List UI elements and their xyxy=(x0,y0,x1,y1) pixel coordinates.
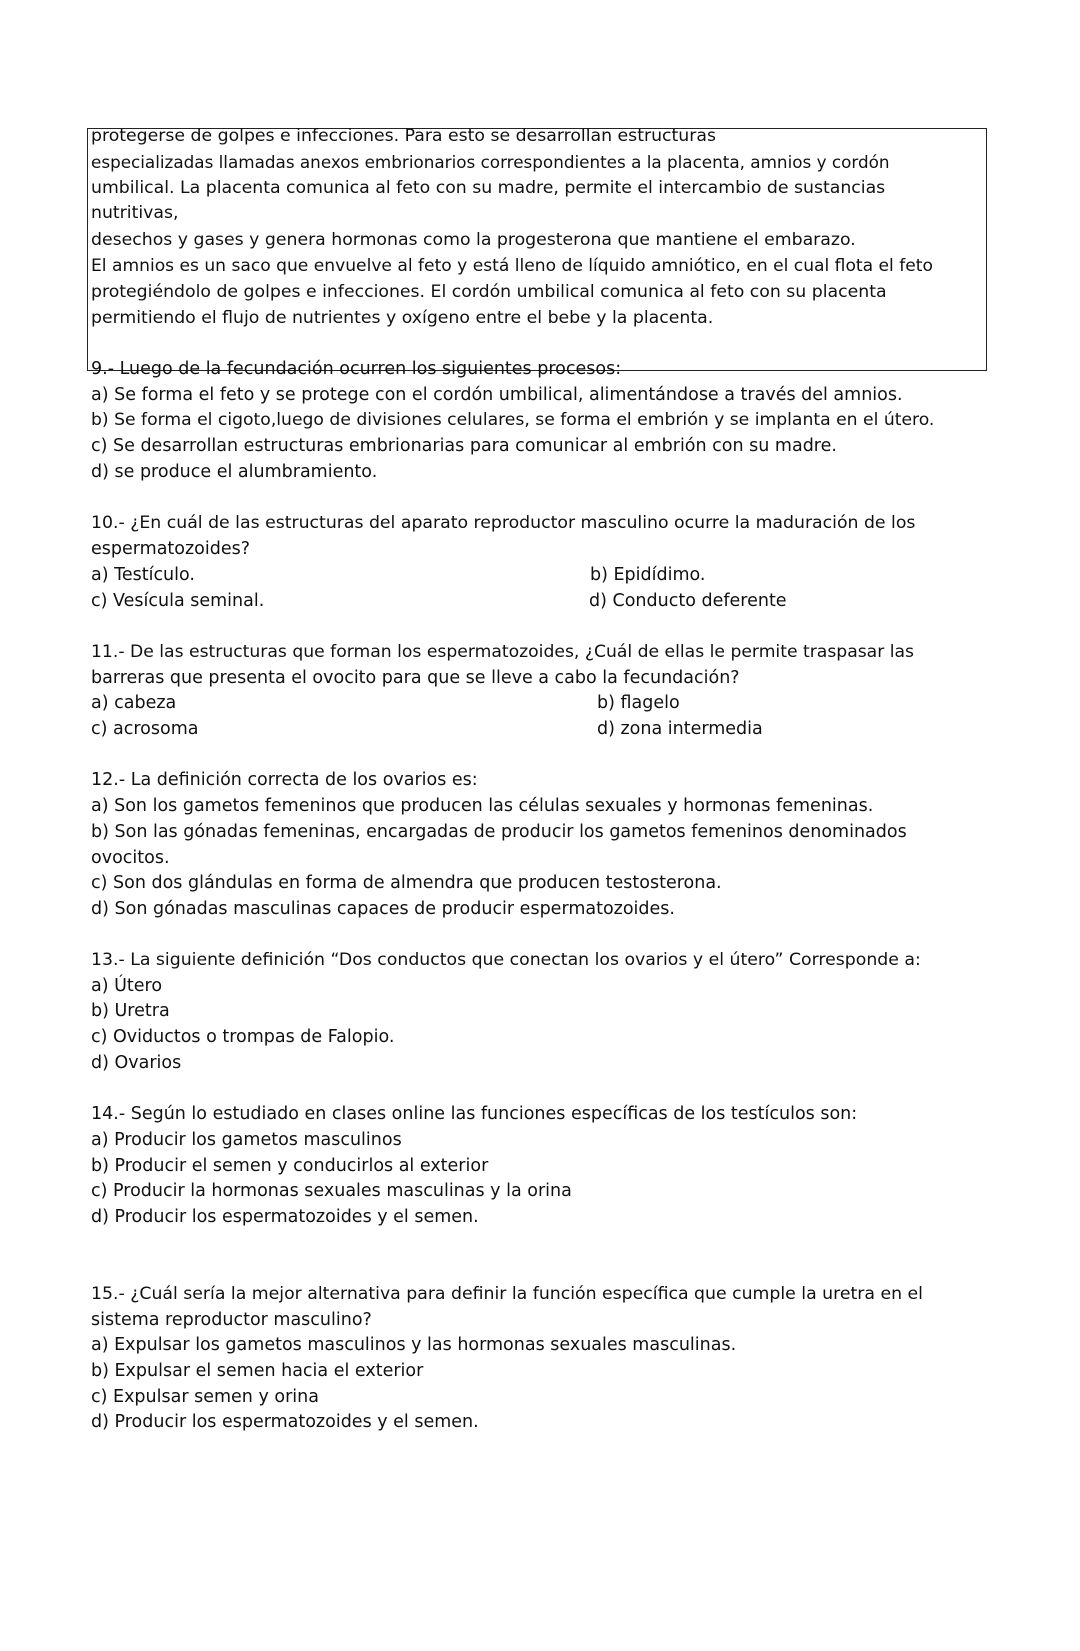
option-d: d) Producir los espermatozoides y el semen. xyxy=(91,1207,479,1227)
passage-line: protegerse de golpes e infecciones. Para esto se desarrollan estructuras xyxy=(91,126,716,146)
option-c: c) Son dos glándulas en forma de almendra que producen testosterona. xyxy=(91,873,722,893)
option-d: d) Producir los espermatozoides y el semen. xyxy=(91,1412,479,1432)
option-b: b) Uretra xyxy=(91,1001,170,1021)
option-b: b) Son las gónadas femeninas, encargadas de producir los gametos femeninos denominados xyxy=(91,822,907,842)
passage-line: desechos y gases y genera hormonas como la progesterona que mantiene el embarazo. xyxy=(91,230,856,250)
passage-line: nutritivas, xyxy=(91,203,179,223)
option-d: d) Son gónadas masculinas capaces de producir espermatozoides. xyxy=(91,899,675,919)
passage-line: protegiéndolo de golpes e infecciones. El cordón umbilical comunica al feto con su placenta xyxy=(91,282,887,302)
option-c: c) acrosoma xyxy=(91,719,199,739)
option-b: b) Epidídimo. xyxy=(590,565,706,585)
question-stem: 13.- La siguiente definición “Dos conductos que conectan los ovarios y el útero” Corresponde a: xyxy=(91,950,921,970)
option-c: c) Oviductos o trompas de Falopio. xyxy=(91,1027,395,1047)
option-d: d) Ovarios xyxy=(91,1053,182,1073)
question-stem: 14.- Según lo estudiado en clases online las funciones específicas de los testículos son: xyxy=(91,1104,858,1124)
option-a: a) Son los gametos femeninos que producen las células sexuales y hormonas femeninas. xyxy=(91,796,874,816)
question-stem: sistema reproductor masculino? xyxy=(91,1310,372,1330)
option-a: a) Se forma el feto y se protege con el cordón umbilical, alimentándose a través del amnios. xyxy=(91,385,903,405)
question-stem: 12.- La definición correcta de los ovarios es: xyxy=(91,770,478,790)
passage-line: permitiendo el flujo de nutrientes y oxígeno entre el bebe y la placenta. xyxy=(91,308,714,328)
option-c: c) Expulsar semen y orina xyxy=(91,1387,319,1407)
option-d: d) Conducto deferente xyxy=(589,591,787,611)
option-a: a) cabeza xyxy=(91,693,177,713)
question-stem: barreras que presenta el ovocito para que se lleve a cabo la fecundación? xyxy=(91,668,740,688)
question-stem: 11.- De las estructuras que forman los espermatozoides, ¿Cuál de ellas le permite traspasar las xyxy=(91,642,915,662)
option-a: a) Producir los gametos masculinos xyxy=(91,1130,402,1150)
passage-line: especializadas llamadas anexos embrionarios correspondientes a la placenta, amnios y cordón xyxy=(91,152,890,172)
option-b: b) Producir el semen y conducirlos al exterior xyxy=(91,1156,489,1176)
question-stem: 9.- Luego de la fecundación ocurren los siguientes procesos: xyxy=(91,359,622,379)
passage-line: umbilical. La placenta comunica al feto con su madre, permite el intercambio de sustancias xyxy=(91,178,886,198)
option-b: b) Se forma el cigoto,luego de divisiones celulares, se forma el embrión y se implanta en el útero. xyxy=(91,410,935,430)
question-stem: 15.- ¿Cuál sería la mejor alternativa para definir la función específica que cumple la uretra en el xyxy=(91,1284,923,1304)
question-stem: espermatozoides? xyxy=(91,539,251,559)
option-d: d) zona intermedia xyxy=(597,719,763,739)
option-c: c) Producir la hormonas sexuales masculinas y la orina xyxy=(91,1181,572,1201)
option-c: c) Vesícula seminal. xyxy=(91,591,265,611)
option-a: a) Expulsar los gametos masculinos y las hormonas sexuales masculinas. xyxy=(91,1335,737,1355)
option-d: d) se produce el alumbramiento. xyxy=(91,462,378,482)
option-b: b) Expulsar el semen hacia el exterior xyxy=(91,1361,424,1381)
option-a: a) Testículo. xyxy=(91,565,195,585)
passage-line: El amnios es un saco que envuelve al feto y está lleno de líquido amniótico, en el cual flota el feto xyxy=(91,256,933,276)
question-stem: 10.- ¿En cuál de las estructuras del aparato reproductor masculino ocurre la maduración de los xyxy=(91,513,916,533)
option-a: a) Útero xyxy=(91,976,163,996)
option-b: b) flagelo xyxy=(597,693,680,713)
option-c: c) Se desarrollan estructuras embrionarias para comunicar al embrión con su madre. xyxy=(91,436,837,456)
option-b-continued: ovocitos. xyxy=(91,848,170,868)
